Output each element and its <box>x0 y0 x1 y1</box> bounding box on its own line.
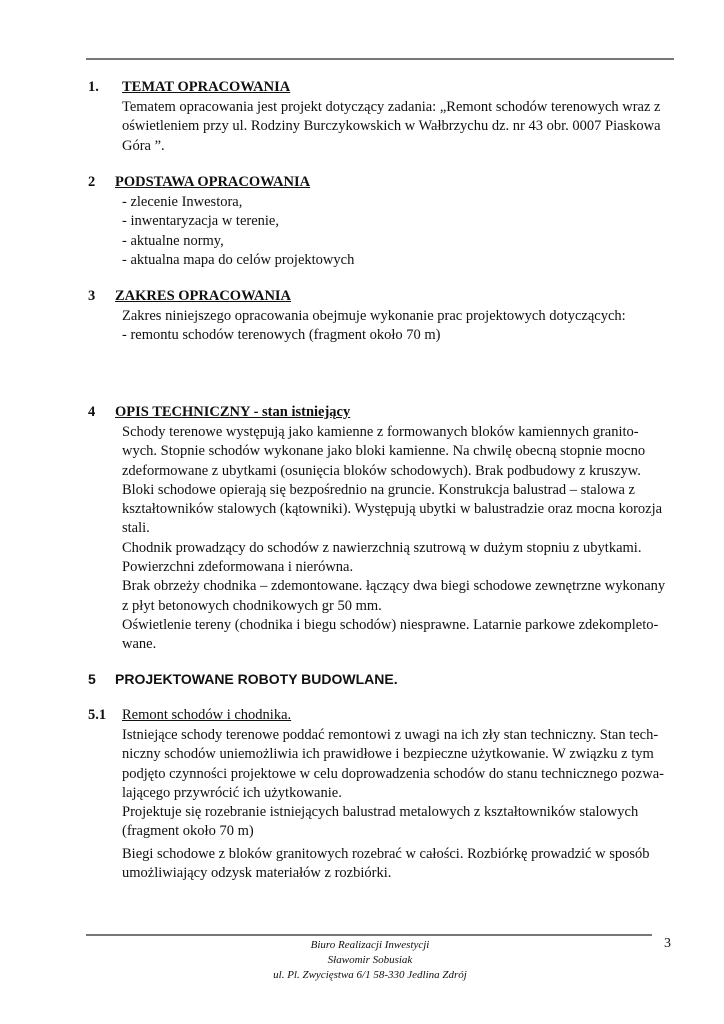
footer-rule <box>86 934 652 936</box>
section-body <box>122 98 678 156</box>
section-heading <box>88 668 678 690</box>
text-line: zdeformowane z ubytkami (osunięcia bloków schodowych). Brak podbudowy z kruszyw. <box>122 462 641 479</box>
text-line: wane. <box>122 636 157 653</box>
section-title: ZAKRES OPRACOWANIA <box>115 288 292 304</box>
section-number: 4 <box>88 404 96 420</box>
text-line: umożliwiający odzysk materiałów z rozbiórki. <box>122 865 392 882</box>
section-number: 5 <box>88 671 96 687</box>
section-number: 3 <box>88 288 96 304</box>
section-4 <box>88 401 678 655</box>
text-line: stali. <box>122 520 150 537</box>
section-title: OPIS TECHNICZNY - stan istniejący <box>115 404 351 420</box>
text-line: kształtowników stalowych (kątowniki). Występują ubytki w balustradzie oraz mocna korozja <box>122 501 663 518</box>
text-line: Powierzchni zdeformowana i nierówna. <box>122 559 354 576</box>
list-item: - inwentaryzacja w terenie, <box>122 213 279 230</box>
text-line: wych. Stopnie schodów wykonane jako bloki kamienne. Na chwilę obecną stopnie mocno <box>122 443 646 460</box>
text-line: oświetleniem przy ul. Rodziny Burczykowskich w Wałbrzychu dz. nr 43 obr. 0007 Piaskowa <box>122 118 661 135</box>
section-body <box>122 423 678 655</box>
text-line: Góra ”. <box>122 137 165 154</box>
section-2 <box>88 171 678 270</box>
text-line: Schody terenowe występują jako kamienne z formowanych bloków kamiennych granito- <box>122 424 639 440</box>
list-item: - aktualna mapa do celów projektowych <box>122 251 355 268</box>
text-line: z płyt betonowych chodnikowych gr 50 mm. <box>122 597 382 614</box>
section-heading <box>88 171 678 193</box>
subsection-number: 5.1 <box>88 707 107 723</box>
section-body <box>122 307 678 346</box>
text-line: Zakres niniejszego opracowania obejmuje wykonanie prac projektowych dotyczących: <box>122 308 626 324</box>
section-5 <box>88 668 678 690</box>
section-1 <box>88 76 678 156</box>
text-line: Istniejące schody terenowe poddać remontowi z uwagi na ich zły stan techniczny. Stan tech- <box>122 727 659 743</box>
header-rule <box>86 58 674 60</box>
section-body <box>122 193 678 270</box>
subsection-5-1 <box>88 704 678 883</box>
text-line: Chodnik prowadzący do schodów z nawierzchnią szutrową w dużym stopniu z ubytkami. <box>122 539 642 556</box>
section-title: TEMAT OPRACOWANIA <box>122 79 291 95</box>
section-heading <box>88 76 678 98</box>
section-title: PODSTAWA OPRACOWANIA <box>115 174 311 190</box>
section-number: 1. <box>88 79 99 95</box>
section-heading <box>88 285 678 307</box>
subsection-heading <box>88 704 678 726</box>
footer-address: ul. Pl. Zwycięstwa 6/1 58-330 Jedlina Zdrój <box>273 969 467 981</box>
list-item: - aktualne normy, <box>122 232 224 249</box>
section-title: PROJEKTOWANE ROBOTY BUDOWLANE. <box>115 671 398 687</box>
text-line: - remontu schodów terenowych (fragment około 70 m) <box>122 327 441 344</box>
text-line: Bloki schodowe opierają się bezpośrednio na gruncie. Konstrukcja balustrad – stalowa z <box>122 481 635 498</box>
text-line: Projektuje się rozebranie istniejących balustrad metalowych z kształtowników stalowych <box>122 804 639 821</box>
text-line: Tematem opracowania jest projekt dotyczący zadania: „Remont schodów terenowych wraz z <box>122 99 661 115</box>
section-number: 2 <box>88 174 96 190</box>
text-line: Oświetlenie tereny (chodnika i biegu schodów) niesprawne. Latarnie parkowe zdekompleto- <box>122 616 659 633</box>
section-heading <box>88 401 678 423</box>
text-line: lającego przywrócić ich użytkowanie. <box>122 784 342 801</box>
text-line: Brak obrzeży chodnika – zdemontowane. łączący dwa biegi schodowe zewnętrzne wykonany <box>122 578 666 595</box>
text-line: podjęto czynności projektowe w celu doprowadzenia schodów do stanu technicznego pozwa- <box>122 765 664 782</box>
list-item: - zlecenie Inwestora, <box>122 194 243 210</box>
page-number: 3 <box>664 936 671 951</box>
footer-person: Sławomir Sobusiak <box>327 954 413 966</box>
text-line: niczny schodów uniemożliwia ich prawidłowe i bezpieczne użytkowanie. W związku z tym <box>122 746 654 763</box>
text-line: (fragment około 70 m) <box>122 823 254 840</box>
section-3 <box>88 285 678 346</box>
subsection-title: Remont schodów i chodnika. <box>122 707 292 723</box>
footer-company: Biuro Realizacji Inwestycji <box>310 939 430 951</box>
footer <box>240 938 500 983</box>
text-line: Biegi schodowe z bloków granitowych rozebrać w całości. Rozbiórkę prowadzić w sposób <box>122 845 650 862</box>
subsection-body <box>122 726 678 883</box>
